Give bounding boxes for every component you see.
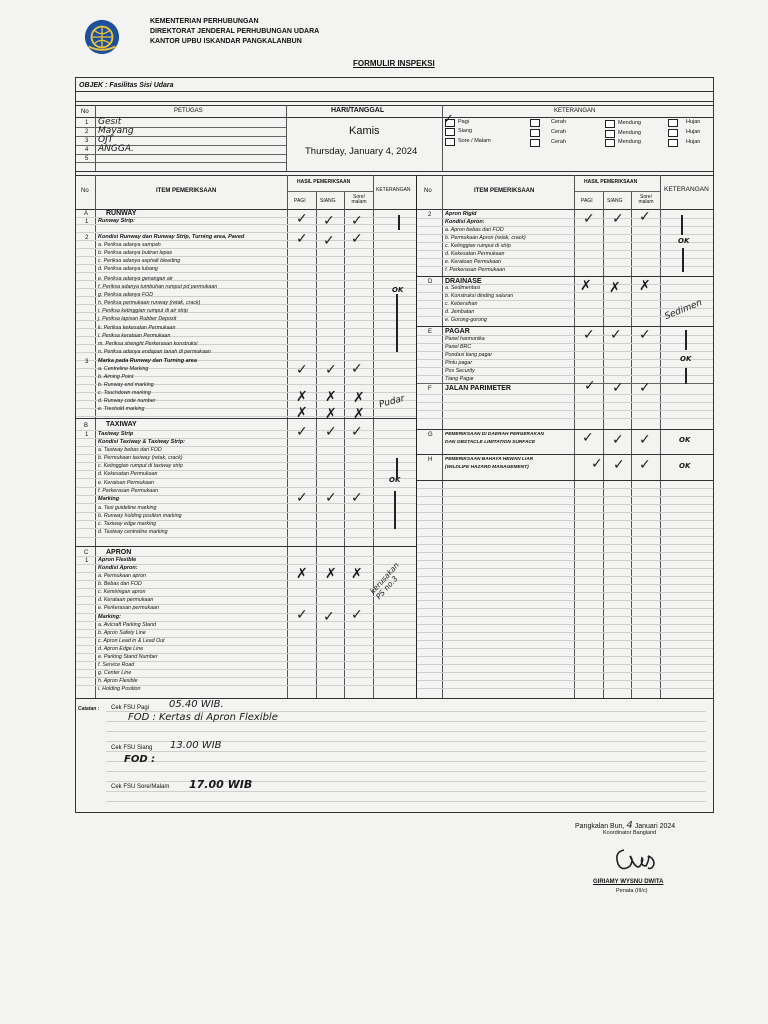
check-mark: ✓ [351,607,363,623]
shift-siang-checkbox[interactable] [445,128,455,136]
check-item: f. Perkerasan Permukaan [445,267,506,273]
place-label: Pangkalan Bun, [575,823,625,830]
section-code: E [428,329,433,335]
weather-label: Mendung [618,139,641,145]
ministry-name: KEMENTERIAN PERHUBUNGAN [150,18,259,25]
section-code: D [428,279,433,285]
check-item: d. Jembatan [445,309,475,315]
inspection-form [75,77,714,813]
check-item: b. Apron Safety Line [98,630,146,636]
fsu-sore-value: 17.00 WIB [189,778,253,791]
check-mark: ✓ [296,490,308,506]
day-value: Kamis [349,125,380,137]
cross-mark: ✗ [325,406,337,422]
check-item: a. Apron bebas dari FOD [445,227,504,233]
check-mark: ✓ [613,457,625,473]
check-item: i. Holding Position [98,686,141,692]
petugas-no: 4 [85,147,89,153]
signatory-name: GIRIAMY WYSNU DWITA [593,879,664,885]
remark-kerusakan: kerusakan PS no.3 [368,560,401,602]
fsu-siang-value: 13.00 WIB [170,740,222,751]
check-mark: ✓ [582,430,594,446]
check-item: e. Parking Stand Number [98,654,158,660]
shift-sore-checkbox[interactable] [445,138,455,146]
col-siang-right: SIANG [607,198,623,204]
check-item: f. Periksa adanya tumbuhan rumput pd permukaan [98,284,218,290]
weather-label: Mendung [618,130,641,136]
col-no: No [81,109,89,115]
remark-ok: OK [679,436,691,444]
item-no: 1 [85,432,89,438]
remark-ok: OK [392,286,404,294]
coordinator-role: Koordinator Bangland [603,830,657,836]
check-item: Panel BRC [445,344,472,350]
weather-checkbox[interactable] [668,139,678,147]
check-item: g. Periksa adanya FOD [98,292,154,298]
cross-mark: ✗ [353,390,365,406]
check-item: e. Treshold marking [98,406,145,412]
check-item: e. Keratoan Permukaan [445,259,501,265]
col-petugas: PETUGAS [174,108,203,114]
weather-checkbox[interactable] [605,120,615,128]
check-item: b. Periksa adanya butiran lepas [98,250,173,256]
weather-checkbox[interactable] [530,129,540,137]
check-item: d. Apron Edge Line [98,646,144,652]
cross-mark: ✗ [296,389,308,405]
check-mark: ✓ [351,213,363,229]
check-item: c. Apron Lead in & Lead Out [98,638,165,644]
subsection-title: Kondisi Taxiway & Taxiway Strip: [98,439,186,445]
check-item: h. Apron Flexible [98,678,138,684]
fsu-pagi-value: 05.40 WIB. [169,699,224,710]
check-item: b. Runway holding position marking [98,513,182,519]
check-item: a. Taxi guideline marking [98,505,157,511]
item-no: 1 [85,219,89,225]
remark-pudar: Pudar [378,393,406,411]
remark-ok: OK [389,476,401,484]
weather-checkbox[interactable] [605,130,615,138]
check-mark: ✓ [296,424,308,440]
col-item-right: ITEM PEMERIKSAAN [474,188,535,194]
remark-ok: OK [678,237,690,245]
check-mark: ✓ [323,213,335,229]
check-mark: ✓ [296,607,308,623]
check-item: b. Permukaan Apron (retak, crack) [445,235,526,241]
col-hari-tanggal: HARI/TANGGAL [331,107,385,114]
fsu-pagi-label: Cek FSU Pagi [111,705,150,711]
check-mark: ✓ [443,112,454,127]
catatan-label: Catatan : [78,706,100,712]
section-code: H [428,457,433,463]
subsection-title: Apron Flexible [98,557,137,563]
petugas-no: 3 [85,138,89,144]
objek-label: OBJEK : Fasilitas Sisi Udara [79,82,174,89]
petugas-name: Gesit [98,117,122,127]
directorate-name: DIREKTORAT JENDERAL PERHUBUNGAN UDARA [150,28,320,35]
check-item: Pos Security [445,368,475,374]
section-title: PEMERIKSAAN DI DAERAH PERGERAKAN [445,432,544,437]
section-code: B [84,423,89,429]
col-keterangan: KETERANGAN [554,108,596,114]
shift-label: Siang [458,128,473,134]
check-item: b. Permukaan taxiway (retak, crack) [98,455,183,461]
section-code: A [84,211,89,217]
check-item: c. Touchdown marking [98,390,151,396]
col-siang: SIANG [320,198,336,204]
section-title: RUNWAY [106,210,137,217]
col-item: ITEM PEMERIKSAAN [156,188,217,194]
col-sore: Sore/ malam [351,194,367,205]
check-mark: ✓ [610,327,622,343]
weather-checkbox[interactable] [530,139,540,147]
section-title: JALAN PARIMETER [445,385,511,392]
check-item: c. Periksa adanya asphalt bleeding [98,258,181,264]
subsection-title: Kondisi Apron: [98,565,138,571]
check-item: j. Periksa lapisan Rubber Deposit [98,316,177,322]
check-mark: ✓ [351,231,363,247]
col-keterangan: KETERANGAN [376,187,411,193]
check-item: b. Aiming Point [98,374,134,380]
section-title: DAN OBSTACLE LIMITATION SURFACE [445,440,536,445]
check-mark: ✓ [325,424,337,440]
section-code: G [428,432,433,438]
check-item: a. Periksa adanya sampah [98,242,161,248]
check-item: d. Taxiway centreline marking [98,529,168,535]
check-mark: ✓ [584,378,596,394]
section-code: C [84,550,89,556]
check-item: c. Ketinggian rumput di strip [445,243,511,249]
weather-checkbox[interactable] [605,139,615,147]
shift-label: Sore / Malam [458,138,491,144]
check-item: f. Perkerasan Permukaan [98,488,159,494]
fod-note: FOD : Kertas di Apron Flexible [128,712,278,723]
subsection-title: Kondisi Apron: [445,219,485,225]
item-no: 3 [85,359,89,365]
fod-note: FOD : [124,754,156,765]
section-title: DRAINASE [445,278,482,285]
check-mark: ✓ [639,209,651,225]
check-item: c. Kemiringan apron [98,589,146,595]
check-item: d. Kekesatan Permukaan [98,471,158,477]
item-no: 2 [428,212,432,218]
check-item: d. Runway code number [98,398,156,404]
check-mark: ✓ [583,211,595,227]
cross-mark: ✗ [353,406,365,422]
check-item: d. Kekesatan Permukaan [445,251,505,257]
col-no-right: No [424,188,432,194]
check-item: a. Avicraft Parking Stand [98,622,157,628]
remark-ok: OK [679,462,691,470]
check-mark: ✓ [323,609,335,625]
check-mark: ✓ [639,327,651,343]
check-mark: ✓ [296,211,308,227]
check-mark: ✓ [639,380,651,396]
check-item: Panel harmonika [445,336,485,342]
fsu-sore-label: Cek FSU Sore/Malam [111,784,170,790]
check-item: m. Periksa strenght Perkerasan konstruksi [98,341,198,347]
col-keterangan-right: KETERANGAN [664,186,709,193]
check-item: e. Perkerasan permukaan [98,605,159,611]
check-item: a. Permukaan apron [98,573,146,579]
signature [610,842,662,878]
check-item: e. Gorong-gorong [445,317,487,323]
weather-label: Cerah [551,129,566,135]
cross-mark: ✗ [325,566,337,582]
col-hasil-right: HASIL PEMERIKSAAN [584,179,638,185]
cross-mark: ✗ [296,405,308,421]
check-item: Tiang Pagar [445,376,474,382]
form-title: FORMULIR INSPEKSI [353,59,435,68]
check-mark: ✓ [351,424,363,440]
weather-label: Hujan [686,119,701,125]
check-item: Pondasi tiang pagar [445,352,493,358]
petugas-no: 5 [85,156,89,162]
item-no: 1 [85,558,89,564]
office-name: KANTOR UPBU ISKANDAR PANGKALANBUN [150,38,302,45]
check-mark: ✓ [325,362,337,378]
check-item: e. Periksa adanya genangan air [98,276,173,282]
subsection-title: Runway Strip: [98,218,135,224]
section-title: APRON [106,549,132,556]
cross-mark: ✗ [296,566,308,582]
check-item: Pintu pagar [445,360,473,366]
check-item: i. Periksa ketinggian rumput di air strip [98,308,188,314]
subsection-title: Marking: [98,614,121,620]
section-code: F [428,386,432,392]
weather-label: Mendung [618,120,641,126]
check-mark: ✓ [351,361,363,377]
col-pagi: PAGI [294,198,306,204]
check-mark: ✓ [639,432,651,448]
month-year: Januari 2024 [634,823,676,830]
petugas-no: 2 [85,129,89,135]
check-item: f. Service Road [98,662,135,668]
weather-label: Cerah [551,139,566,145]
section-title: (WILDLIFE HAZARD MANAGEMENT) [445,465,529,470]
weather-checkbox[interactable] [530,119,540,127]
cross-mark: ✗ [580,278,592,294]
check-mark: ✓ [639,457,651,473]
check-mark: ✓ [612,380,624,396]
cross-mark: ✗ [325,389,337,405]
weather-label: Cerah [551,119,566,125]
cross-mark: ✗ [639,278,651,294]
subsection-title: Marking [98,496,120,502]
check-item: g. Center Line [98,670,132,676]
petugas-name: ANGGA. [98,144,135,154]
section-title: PAGAR [445,328,470,335]
check-item: n. Periksa adanya endapan tanah di permukaan [98,349,211,355]
check-mark: ✓ [323,233,335,249]
ministry-logo [83,18,121,56]
fsu-siang-label: Cek FSU Siang [111,745,153,751]
day-number: 4 [626,820,633,831]
check-item: b. Runway end marking [98,382,154,388]
check-item: b. Konstruksi dinding saluran [445,293,514,299]
check-item: a. Sedimentasi [445,285,481,291]
petugas-no: 1 [85,120,89,126]
check-item: d. Kerataan permukaan [98,597,154,603]
petugas-name: Mayang [98,126,134,136]
check-mark: ✓ [351,490,363,506]
check-item: c. Kebersihan [445,301,478,307]
check-item: e. Keratoan Permukaan [98,480,154,486]
weather-label: Hujan [686,139,701,145]
section-title: PEMERIKSAAN BAHAYA HEWAN LIAR [445,457,534,462]
signatory-rank: Penata (III/c) [616,888,648,894]
check-mark: ✓ [591,456,603,472]
check-item: k. Periksa kekesatan Permukaan [98,325,176,331]
cross-mark: ✗ [609,280,621,296]
col-no: No [81,188,89,194]
check-mark: ✓ [583,327,595,343]
check-item: h. Periksa permukaan runway (retak, crack) [98,300,201,306]
section-title: TAXIWAY [106,421,137,428]
check-item: l. Periksa kerataan Permukaan [98,333,171,339]
check-item: b. Bebas dari FOD [98,581,142,587]
check-mark: ✓ [612,432,624,448]
check-mark: ✓ [612,211,624,227]
date-value: Thursday, January 4, 2024 [305,146,418,157]
cross-mark: ✗ [351,566,363,582]
subsection-title: Apron Rigid [445,211,477,217]
weather-checkbox[interactable] [668,129,678,137]
check-mark: ✓ [296,362,308,378]
subsection-title: Kondisi Runway dan Runway Strip, Turning area, Paved [98,234,245,240]
col-hasil: HASIL PEMERIKSAAN [297,179,351,185]
check-item: c. Ketinggian rumput di taxiway strip [98,463,183,469]
weather-label: Hujan [686,129,701,135]
check-mark: ✓ [296,231,308,247]
check-item: d. Periksa adanya lubang [98,266,158,272]
col-pagi-right: PAGI [581,198,593,204]
check-mark: ✓ [325,490,337,506]
subsection-title: Taxiway Strip [98,431,134,437]
check-item: c. Taxiway edge marking [98,521,157,527]
shift-label: Pagi [458,119,470,125]
check-item: a. Taxiway bebas dari FOD [98,447,162,453]
weather-checkbox[interactable] [668,119,678,127]
remark-ok: OK [680,355,692,363]
remark-sedimen: Sedimen [663,298,704,323]
item-no: 2 [85,235,89,241]
petugas-name: OJT [98,135,114,145]
subsection-title: Marka pada Runway dan Turning area [98,358,197,364]
check-item: a. Centreline Marking [98,366,149,372]
col-sore-right: Sore/ malam [638,194,654,205]
